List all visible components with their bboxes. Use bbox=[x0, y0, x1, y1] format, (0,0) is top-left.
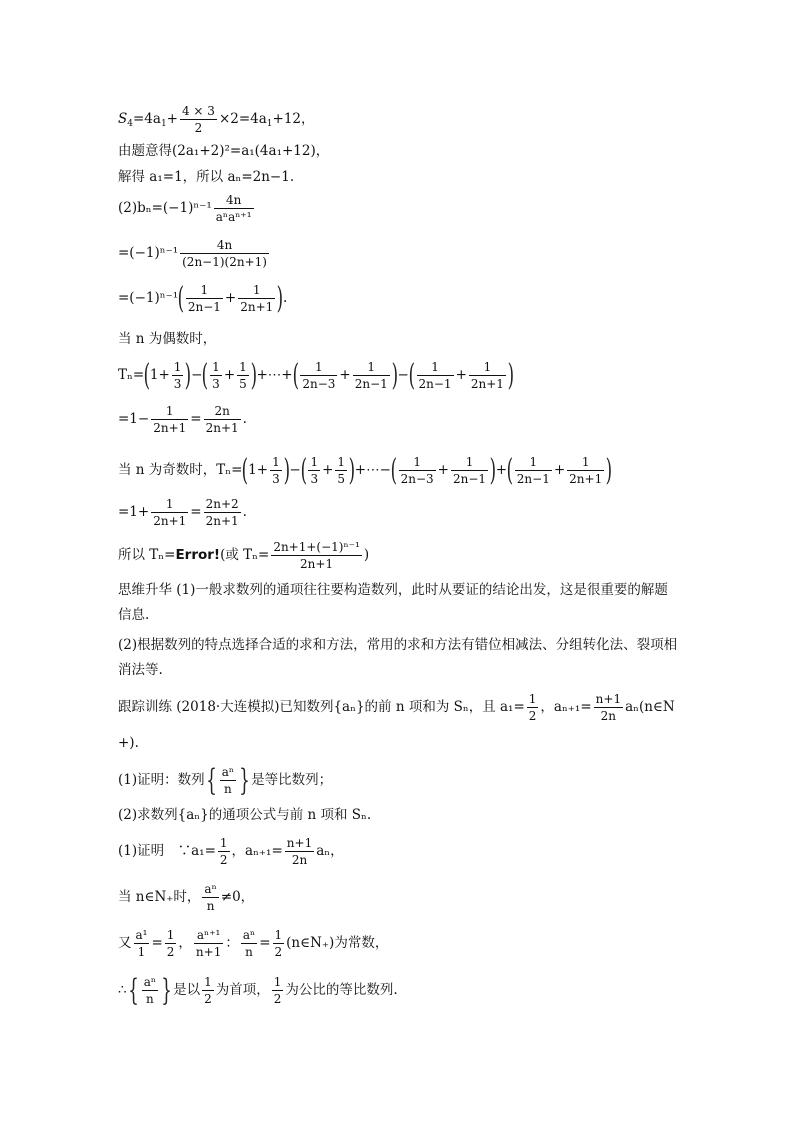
paren: ( bbox=[408, 357, 415, 393]
paren: ( bbox=[202, 357, 209, 393]
paren: ) bbox=[507, 357, 515, 393]
text: − bbox=[397, 367, 409, 383]
text: 1 bbox=[160, 119, 167, 129]
text: = bbox=[190, 504, 202, 520]
numerator: 1 bbox=[528, 692, 537, 706]
text: + bbox=[223, 367, 236, 383]
denominator: 2n−1 bbox=[187, 300, 221, 314]
fraction bbox=[204, 497, 241, 528]
denominator: 2n+1 bbox=[153, 421, 187, 435]
numerator: aⁿ bbox=[221, 765, 235, 779]
numerator: aⁿ⁺¹ bbox=[194, 928, 223, 944]
numerator: 2n+1+(−1)ⁿ⁻¹ bbox=[273, 540, 360, 554]
denominator: 5 bbox=[337, 472, 346, 486]
paren: ) bbox=[348, 452, 356, 488]
numerator: 2n bbox=[204, 404, 241, 420]
denominator: 2n−1 bbox=[354, 377, 388, 391]
numerator: n+1 bbox=[286, 836, 313, 850]
paren: ( bbox=[143, 357, 151, 393]
text: ≠0， bbox=[220, 889, 255, 905]
text: (1)证明：数列 bbox=[118, 772, 205, 788]
paren: ( bbox=[177, 280, 185, 316]
paren: ) bbox=[185, 357, 192, 393]
line-question-2: (2)求数列{aₙ}的通项公式与前 n 项和 Sₙ. bbox=[118, 807, 372, 823]
line-tn-odd-result bbox=[118, 497, 247, 528]
text: 当 n∈N₊时， bbox=[118, 889, 201, 905]
line-problem-cont: +). bbox=[118, 735, 139, 751]
text: + bbox=[495, 462, 508, 478]
denominator: 2 bbox=[273, 992, 282, 1006]
text: − bbox=[289, 462, 301, 478]
text: + bbox=[455, 367, 467, 383]
numerator: 4n bbox=[214, 193, 254, 209]
numerator: 1 bbox=[417, 360, 454, 376]
fraction bbox=[202, 975, 214, 1006]
fraction bbox=[273, 928, 285, 959]
text: + bbox=[339, 367, 351, 383]
denominator: 2n+1 bbox=[205, 514, 239, 528]
fraction bbox=[172, 360, 184, 391]
paren: ) bbox=[391, 357, 398, 393]
text: 当 n 为奇数时，Tₙ= bbox=[118, 462, 243, 478]
line-question-1 bbox=[118, 762, 333, 798]
text: 是等比数列； bbox=[251, 772, 333, 788]
paragraph-summary-1: 思维升华 (1)一般求数列的通项往往要构造数列，此时从要证的结论出发，这是很重要的解题信息. bbox=[118, 582, 668, 623]
denominator: 2n−1 bbox=[516, 472, 550, 486]
text: + bbox=[322, 462, 334, 478]
line-tn-even bbox=[118, 357, 515, 393]
text: 1 bbox=[266, 119, 273, 129]
paren: ) bbox=[250, 357, 257, 393]
numerator: 1 bbox=[567, 455, 604, 471]
fraction bbox=[186, 283, 223, 314]
fraction bbox=[180, 238, 269, 269]
text: (2)bₙ=(−1)ⁿ⁻¹ bbox=[118, 200, 212, 216]
line-problem bbox=[118, 692, 675, 723]
numerator: 1 bbox=[151, 497, 188, 513]
text: ) bbox=[363, 547, 370, 563]
text: ∴ bbox=[118, 982, 127, 998]
fraction bbox=[417, 360, 454, 391]
fraction bbox=[220, 765, 236, 796]
text: aₙ(n∈N bbox=[625, 699, 675, 715]
numerator: 1 bbox=[515, 455, 552, 471]
denominator: n bbox=[206, 899, 215, 913]
line-tn-odd bbox=[118, 452, 613, 488]
text: . bbox=[242, 411, 247, 427]
fraction bbox=[308, 455, 320, 486]
paren: ( bbox=[506, 452, 514, 488]
paragraph-summary-2: (2)根据数列的特点选择合适的求和方法，常用的求和方法有错位相减法、分组转化法、裂项相消法等. bbox=[118, 637, 678, 678]
denominator: n bbox=[245, 945, 253, 959]
error-text: Error! bbox=[175, 547, 221, 563]
fraction bbox=[271, 540, 362, 571]
text: + bbox=[166, 111, 178, 127]
denominator: 2n−1 bbox=[418, 377, 452, 391]
text: (或 Tₙ= bbox=[220, 547, 270, 563]
fraction bbox=[151, 404, 188, 435]
paren: ( bbox=[292, 357, 299, 393]
line-even: 当 n 为偶数时， bbox=[118, 331, 217, 347]
line-tn-final bbox=[118, 540, 369, 571]
paren: ) bbox=[489, 452, 497, 488]
text: +⋯+ bbox=[256, 367, 293, 383]
denominator: 3 bbox=[310, 472, 319, 486]
text: . bbox=[283, 290, 288, 306]
numerator: 1 bbox=[166, 928, 175, 942]
paren: ) bbox=[605, 452, 613, 488]
fraction bbox=[194, 928, 223, 959]
numerator: 1 bbox=[204, 975, 212, 989]
text: 4 bbox=[127, 119, 133, 129]
denominator: 5 bbox=[239, 377, 247, 391]
fraction bbox=[399, 455, 436, 486]
denominator: 2 bbox=[194, 121, 203, 135]
numerator: 1 bbox=[272, 455, 280, 469]
paren: ( bbox=[390, 452, 397, 488]
text: 1+ bbox=[149, 367, 170, 383]
brace: } bbox=[161, 972, 172, 1008]
numerator: 1 bbox=[469, 360, 506, 376]
text: 又 bbox=[118, 935, 132, 951]
fraction bbox=[214, 193, 254, 224]
fraction bbox=[335, 455, 347, 486]
text: (1)证明 ∵a₁= bbox=[118, 843, 216, 859]
denominator: 2n+1 bbox=[470, 377, 504, 391]
fraction bbox=[594, 692, 623, 723]
line-bn-3 bbox=[118, 280, 288, 316]
numerator: aⁿ bbox=[143, 975, 157, 989]
paren: ( bbox=[300, 452, 307, 488]
denominator: aⁿaⁿ⁺¹ bbox=[215, 210, 252, 224]
denominator: 2n−3 bbox=[400, 472, 434, 486]
brace: { bbox=[127, 972, 139, 1008]
text: 跟踪训练 (2018·大连模拟)已知数列{aₙ}的前 n 项和为 Sₙ，且 a₁= bbox=[118, 699, 525, 715]
denominator: 2n+1 bbox=[569, 472, 603, 486]
text: (n∈N₊)为常数， bbox=[286, 935, 389, 951]
text: + bbox=[437, 462, 449, 478]
text: 1+ bbox=[248, 462, 269, 478]
fraction bbox=[285, 836, 314, 867]
numerator: 1 bbox=[337, 455, 346, 469]
numerator: aⁿ bbox=[204, 882, 217, 896]
text: 是以 bbox=[173, 982, 201, 998]
fraction bbox=[165, 928, 177, 959]
denominator: 2 bbox=[274, 945, 283, 959]
paren: ( bbox=[242, 452, 249, 488]
text: + bbox=[224, 290, 237, 306]
denominator: n bbox=[146, 992, 154, 1006]
numerator: 1 bbox=[399, 455, 436, 471]
text: Tₙ= bbox=[118, 367, 145, 383]
text: +12， bbox=[272, 111, 315, 127]
text: = bbox=[190, 411, 202, 427]
denominator: 2n+1 bbox=[205, 421, 239, 435]
numerator: aⁿ bbox=[242, 928, 256, 942]
text: =1+ bbox=[118, 504, 150, 520]
fraction bbox=[204, 404, 241, 435]
fraction bbox=[202, 882, 218, 913]
fraction bbox=[241, 928, 257, 959]
denominator: 2n+1 bbox=[300, 557, 334, 571]
denominator: 2n−3 bbox=[302, 377, 336, 391]
text: ： bbox=[225, 935, 239, 951]
brace: { bbox=[205, 762, 217, 798]
fraction bbox=[180, 104, 217, 135]
numerator: 1 bbox=[451, 455, 488, 471]
denominator: 2 bbox=[219, 853, 228, 867]
text: S bbox=[118, 111, 128, 127]
denominator: (2n−1)(2n+1) bbox=[182, 255, 267, 269]
denominator: 2n bbox=[291, 853, 308, 867]
numerator: 4 × 3 bbox=[181, 104, 215, 118]
fraction bbox=[567, 455, 604, 486]
denominator: n+1 bbox=[195, 945, 222, 959]
line-proof-3 bbox=[118, 928, 388, 959]
fraction bbox=[237, 360, 249, 391]
fraction bbox=[218, 836, 230, 867]
numerator: 1 bbox=[186, 283, 223, 299]
text: =4a bbox=[132, 111, 161, 127]
line-condition: 由题意得(2a₁+2)²=a₁(4a₁+12)， bbox=[118, 143, 330, 159]
denominator: 3 bbox=[272, 472, 280, 486]
fraction bbox=[469, 360, 506, 391]
numerator: 1 bbox=[219, 836, 228, 850]
text: . bbox=[242, 504, 247, 520]
numerator: 1 bbox=[151, 404, 188, 420]
denominator: 2 bbox=[204, 992, 212, 1006]
fraction bbox=[134, 928, 150, 959]
denominator: 2n−1 bbox=[452, 472, 487, 486]
numerator: 1 bbox=[273, 975, 282, 989]
line-bn-def bbox=[118, 193, 256, 224]
numerator: 1 bbox=[274, 928, 283, 942]
numerator: 2n+2 bbox=[205, 497, 239, 511]
text: =1− bbox=[118, 411, 150, 427]
numerator: 1 bbox=[239, 360, 247, 374]
denominator: 2 bbox=[528, 709, 537, 723]
fraction bbox=[527, 692, 539, 723]
numerator: 1 bbox=[173, 360, 182, 374]
denominator: 3 bbox=[212, 377, 220, 391]
denominator: 2n bbox=[600, 709, 617, 723]
text: = bbox=[259, 935, 271, 951]
line-proof-2 bbox=[118, 882, 254, 913]
text: ， bbox=[178, 935, 192, 951]
fraction bbox=[210, 360, 222, 391]
paren: ) bbox=[283, 452, 290, 488]
denominator: 3 bbox=[173, 377, 182, 391]
text: 为公比的等比数列. bbox=[285, 982, 398, 998]
denominator: 1 bbox=[137, 945, 146, 959]
line-proof-1 bbox=[118, 836, 344, 867]
denominator: n bbox=[224, 782, 232, 796]
text: +⋯− bbox=[354, 462, 391, 478]
denominator: 2 bbox=[166, 945, 175, 959]
numerator: n+1 bbox=[595, 692, 622, 706]
text: ×2=4a bbox=[218, 111, 267, 127]
line-bn-2 bbox=[118, 238, 271, 269]
text: − bbox=[191, 367, 203, 383]
fraction bbox=[238, 283, 275, 314]
text: ，aₙ₊₁= bbox=[540, 699, 592, 715]
denominator: 2n+1 bbox=[240, 300, 274, 314]
fraction bbox=[272, 975, 284, 1006]
fraction bbox=[142, 975, 158, 1006]
text: + bbox=[553, 462, 566, 478]
denominator: 2n+1 bbox=[153, 514, 187, 528]
fraction bbox=[451, 455, 488, 486]
text: ，aₙ₊₁= bbox=[231, 843, 283, 859]
paren: ) bbox=[276, 280, 284, 316]
fraction bbox=[270, 455, 282, 486]
text: = bbox=[151, 935, 163, 951]
text: =(−1)ⁿ⁻¹ bbox=[118, 290, 179, 306]
line-proof-4 bbox=[118, 972, 398, 1008]
numerator: 1 bbox=[300, 360, 337, 376]
brace: } bbox=[239, 762, 250, 798]
fraction bbox=[353, 360, 390, 391]
fraction bbox=[515, 455, 552, 486]
numerator: 1 bbox=[353, 360, 390, 376]
text: =(−1)ⁿ⁻¹ bbox=[118, 245, 179, 261]
numerator: 1 bbox=[310, 455, 319, 469]
text: aₙ， bbox=[316, 843, 344, 859]
text: 所以 Tₙ= bbox=[118, 547, 176, 563]
numerator: 1 bbox=[238, 283, 275, 299]
fraction bbox=[300, 360, 337, 391]
numerator: 4n bbox=[180, 238, 269, 254]
numerator: a¹ bbox=[135, 928, 148, 942]
text: 为首项， bbox=[215, 982, 270, 998]
line-s4 bbox=[118, 104, 315, 135]
line-tn-even-result bbox=[118, 404, 247, 435]
line-solve: 解得 a₁=1，所以 aₙ=2n−1. bbox=[118, 169, 295, 185]
fraction bbox=[151, 497, 188, 528]
numerator: 1 bbox=[212, 360, 220, 374]
